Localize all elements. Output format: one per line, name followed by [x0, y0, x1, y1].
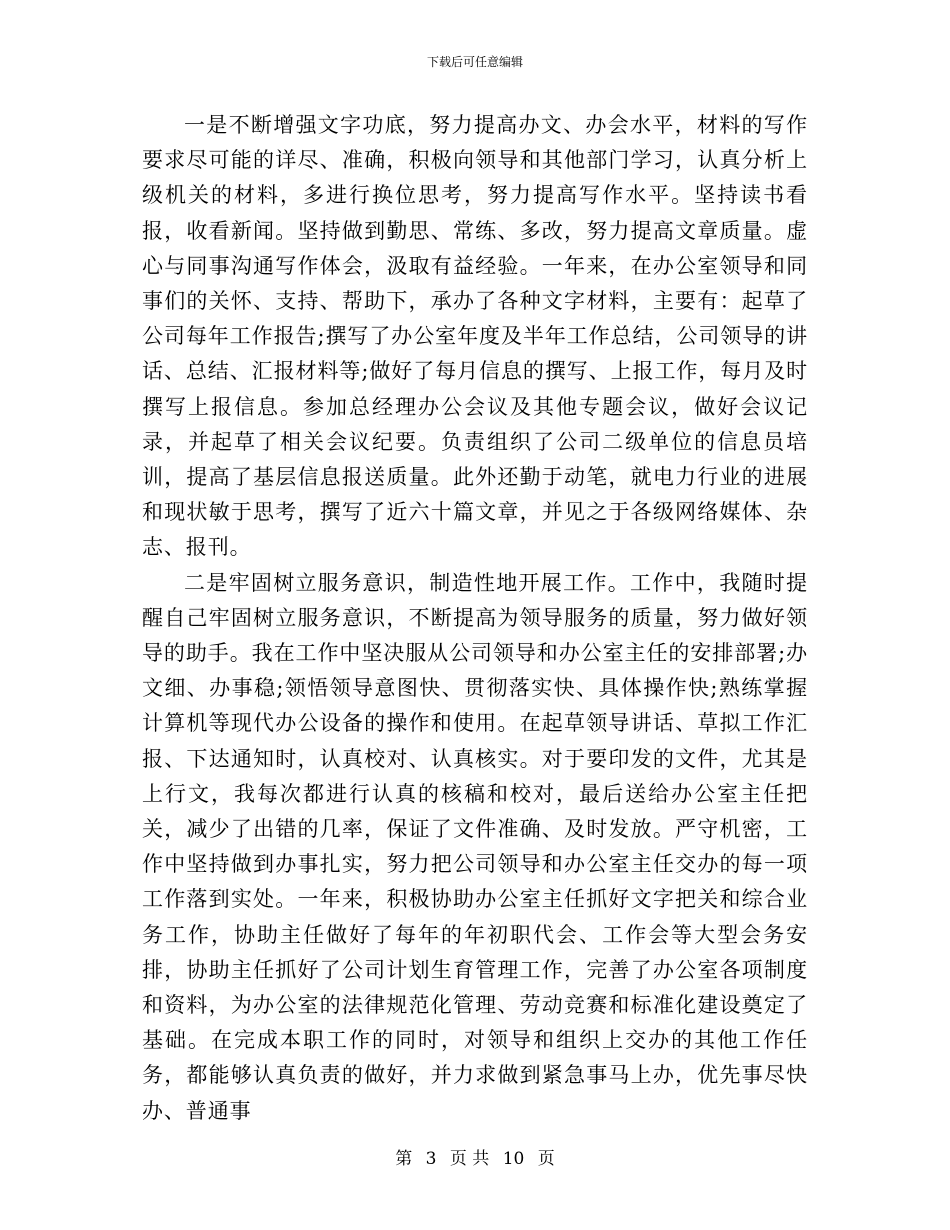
footer-middle: 页 共 — [449, 1149, 490, 1169]
footer-prefix: 第 — [395, 1149, 413, 1169]
footer-suffix: 页 — [537, 1149, 555, 1169]
footer-total-pages: 10 — [502, 1149, 525, 1169]
paragraph-2: 二是牢固树立服务意识，制造性地开展工作。工作中，我随时提醒自己牢固树立服务意识，不断提高为领导服务的质量，努力做好领导的助手。我在工作中坚决服从公司领导和办公室主任的安排部署;办文细、办事稳;领悟领导意图快、贯彻落实快、具体操作快;熟练掌握计算机等现代办公设备的操作和使用。在起草领导讲话、草拟工作汇报、下达通知时，认真校对、认真核实。对于要印发的文件，尤其是上行文，我每次都进行认真的核稿和校对，最后送给办公室主任把关，减少了出错的几率，保证了文件准确、及时发放。严守机密，工作中坚持做到办事扎实，努力把公司领导和办公室主任交办的每一项工作落到实处。一年来，积极协助办公室主任抓好文字把关和综合业务工作，协助主任做好了每年的年初职代会、工作会等大型会务安排，协助主任抓好了公司计划生育管理工作，完善了办公室各项制度和资料，为办公室的法律规范化管理、劳动竞赛和标准化建设奠定了基础。在完成本职工作的同时，对领导和组织上交办的其他工作任务，都能够认真负责的做好，并力求做到紧急事马上办，优先事尽快办、普通事 — [142, 570, 808, 1123]
document-body — [142, 108, 808, 1129]
page-header: 下载后可任意编辑 — [426, 55, 523, 69]
footer-page-number: 3 — [425, 1149, 437, 1169]
paragraph-1: 一是不断增强文字功底，努力提高办文、办会水平，材料的写作要求尽可能的详尽、准确，积极向领导和其他部门学习，认真分析上级机关的材料，多进行换位思考，努力提高写作水平。坚持读书看报，收看新闻。坚持做到勤思、常练、多改，努力提高文章质量。虚心与同事沟通写作体会，汲取有益经验。一年来，在办公室领导和同事们的关怀、支持、帮助下，承办了各种文字材料，主要有：起草了公司每年工作报告;撰写了办公室年度及半年工作总结，公司领导的讲话、总结、汇报材料等;做好了每月信息的撰写、上报工作，每月及时撰写上报信息。参加总经理办公会议及其他专题会议，做好会议记录，并起草了相关会议纪要。负责组织了公司二级单位的信息员培训，提高了基层信息报送质量。此外还勤于动笔，就电力行业的进展和现状敏于思考，撰写了近六十篇文章，并见之于各级网络媒体、杂志、报刊。 — [142, 113, 808, 560]
page-footer — [0, 1148, 950, 1170]
